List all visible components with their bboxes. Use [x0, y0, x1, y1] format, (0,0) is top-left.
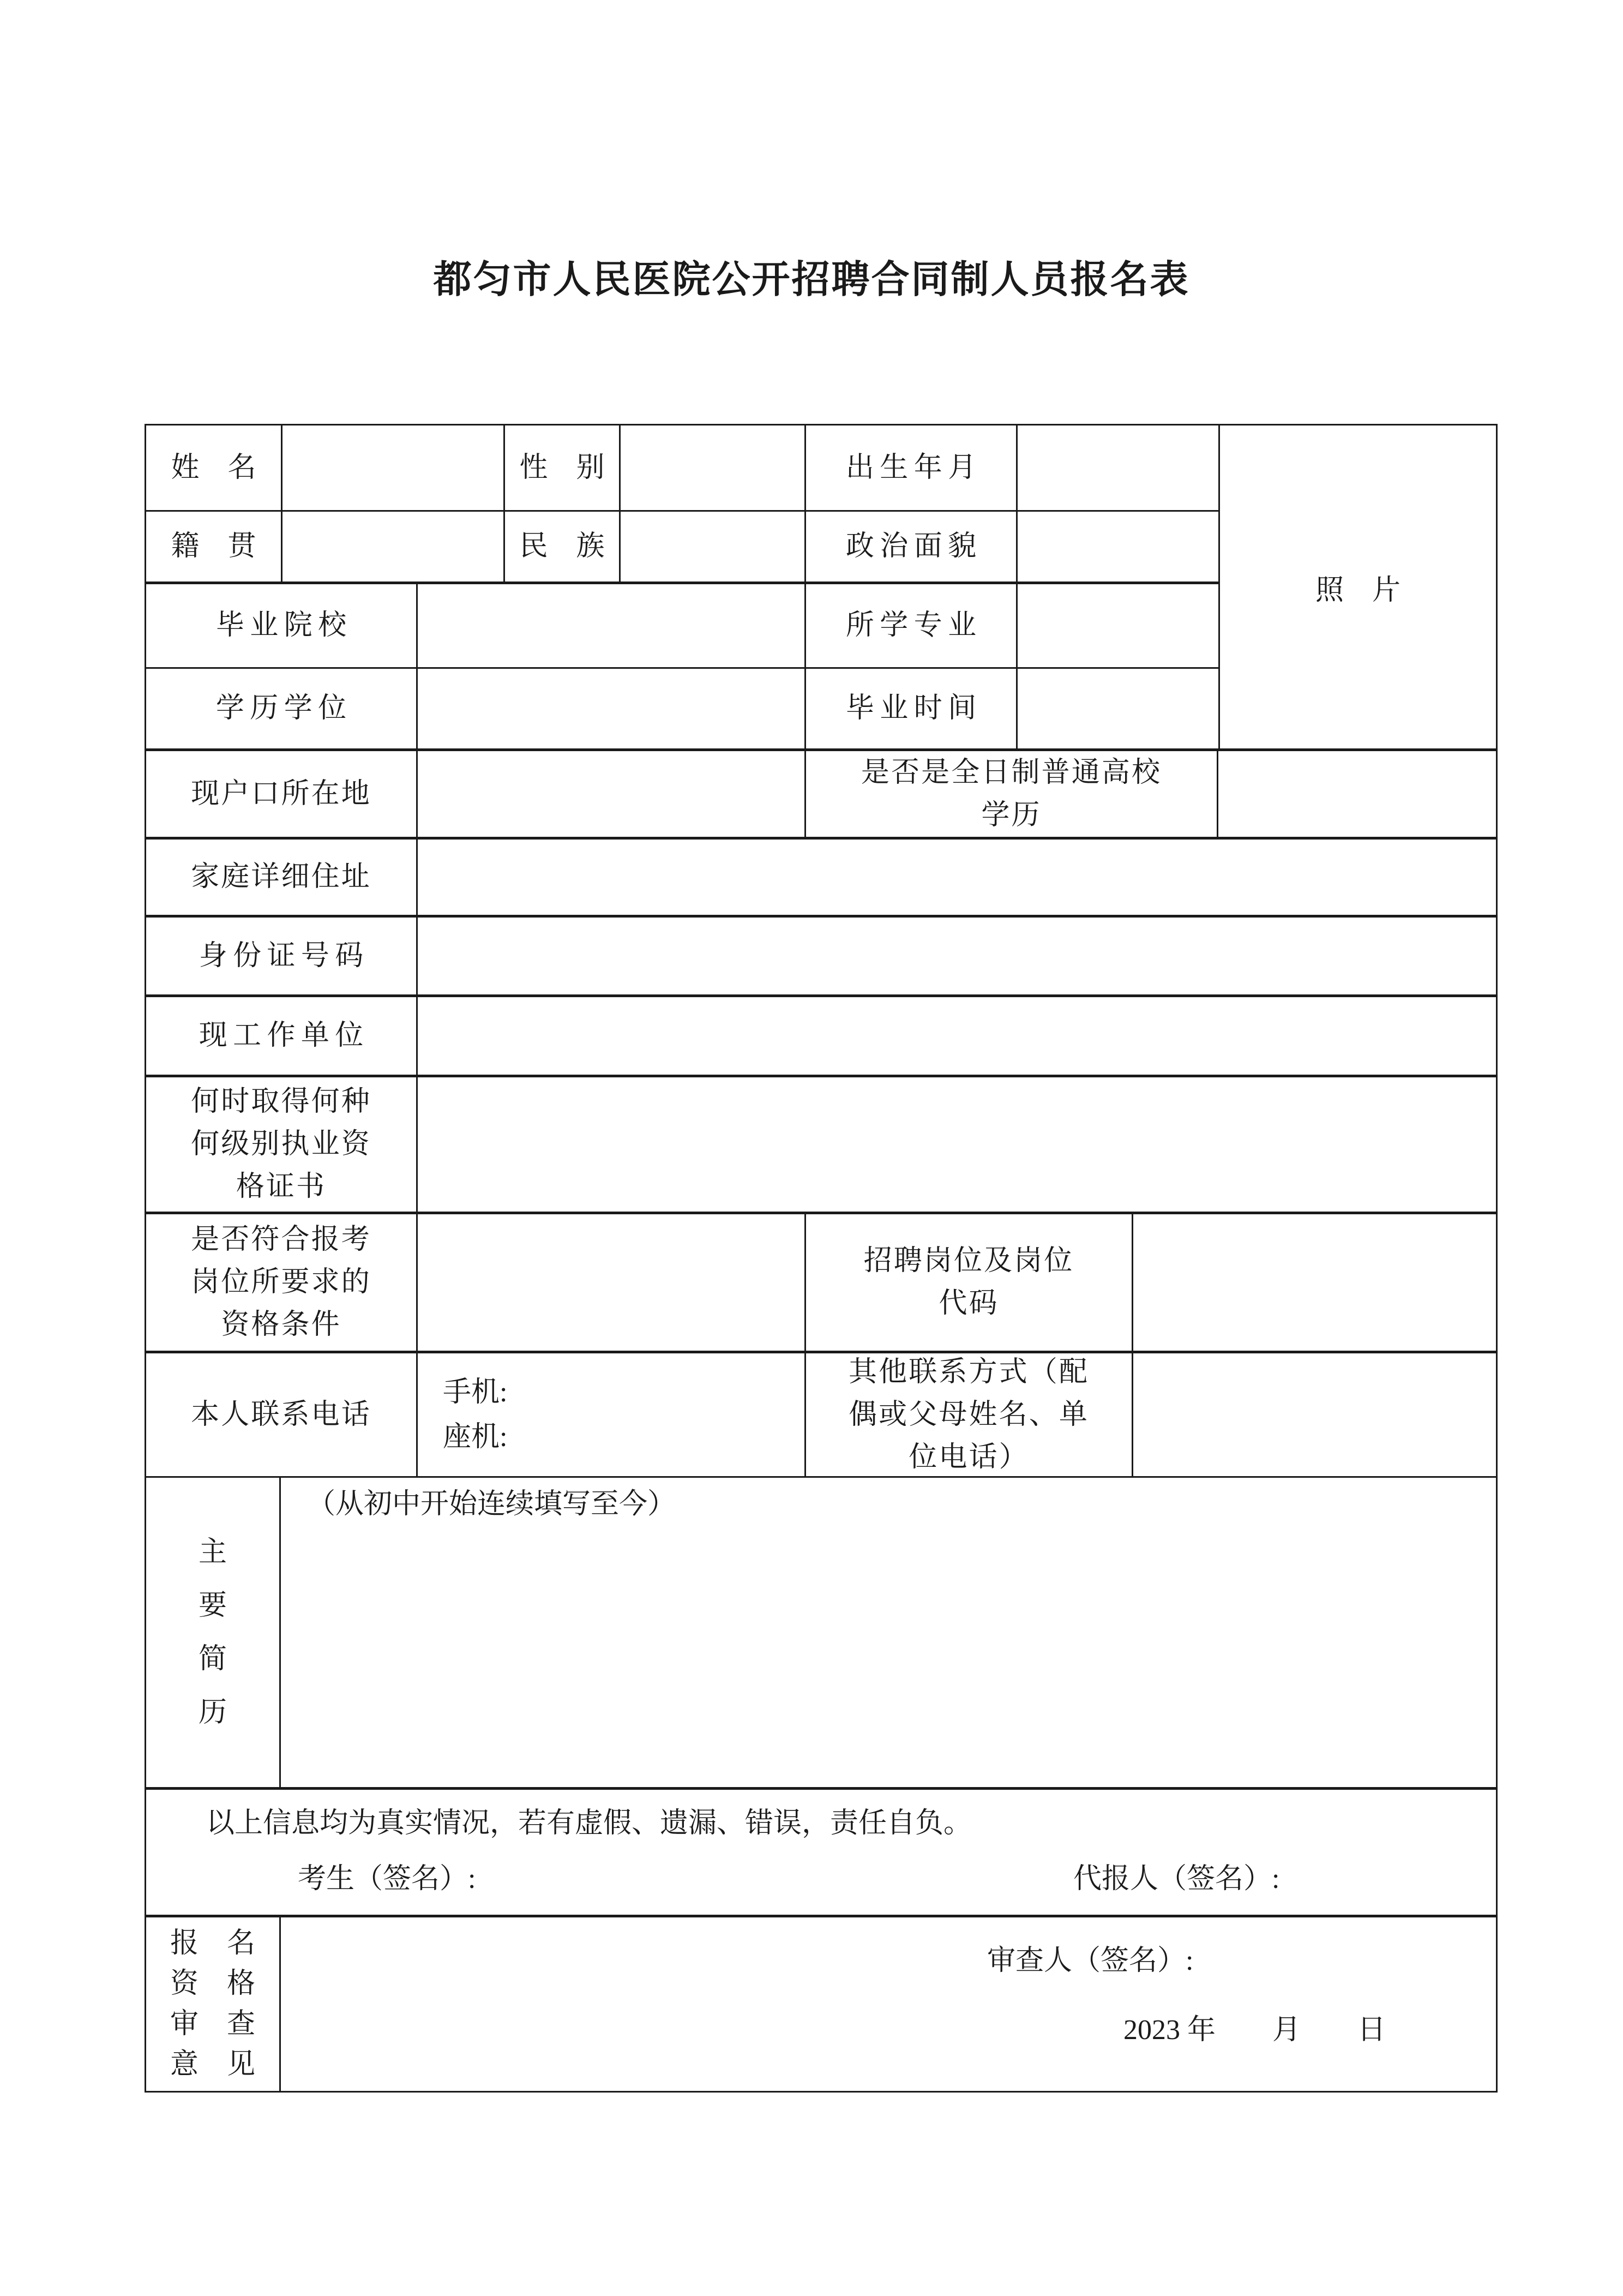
resume-field[interactable]: [281, 1478, 1496, 1787]
degree-label: 学历学位: [146, 669, 418, 748]
hukou-label: 现户口所在地: [146, 751, 418, 837]
application-form-table: [145, 424, 1498, 2093]
graduation-time-field[interactable]: [1018, 669, 1218, 748]
reviewer-signature-label: 审查人（签名）:: [987, 1945, 1194, 1976]
row-declaration: [146, 1790, 1496, 1917]
row-resume: [146, 1478, 1496, 1790]
row-employer: [146, 997, 1496, 1077]
photo-field[interactable]: [1218, 425, 1496, 751]
resume-note: （从初中开始连续填写至今）: [307, 1489, 676, 1520]
row-qualification-cert: [146, 1077, 1496, 1214]
major-field[interactable]: [1018, 584, 1218, 667]
political-status-label: 政治面貌: [806, 512, 1018, 582]
photo-label: 照 片: [1315, 574, 1400, 606]
graduate-school-field[interactable]: [418, 584, 806, 667]
gender-field[interactable]: [621, 425, 806, 510]
graduate-school-label: 毕业院校: [146, 584, 418, 667]
id-number-field[interactable]: [418, 918, 1496, 994]
qualification-cert-field[interactable]: [418, 1077, 1496, 1212]
row-eligibility: [146, 1214, 1496, 1353]
declaration-statement: 以上信息均为真实情况，若有虚假、遗漏、错误，责任自负。: [206, 1808, 972, 1839]
other-contact-field[interactable]: [1133, 1353, 1496, 1476]
gender-label: 性 别: [505, 425, 621, 510]
job-position-field[interactable]: [1133, 1214, 1496, 1351]
eligibility-label: 是否符合报考 岗位所要求的 资格条件: [146, 1214, 418, 1351]
name-label: 姓 名: [146, 425, 282, 510]
home-address-field[interactable]: [418, 840, 1496, 915]
home-address-label: 家庭详细住址: [146, 840, 418, 915]
birth-date-field[interactable]: [1018, 425, 1218, 510]
mobile-label: 手机:: [443, 1376, 508, 1408]
current-employer-label: 现工作单位: [146, 997, 418, 1075]
current-employer-field[interactable]: [418, 997, 1496, 1075]
name-field[interactable]: [282, 425, 505, 510]
agent-signature-label: 代报人（签名）:: [1073, 1863, 1280, 1895]
phone-numbers-field[interactable]: [418, 1353, 806, 1476]
review-opinion-label: 报 名 资 格 审 查 意 见: [146, 1917, 281, 2091]
eligibility-field[interactable]: [418, 1214, 806, 1351]
graduation-time-label: 毕业时间: [806, 669, 1018, 748]
ethnicity-field[interactable]: [621, 512, 806, 582]
ethnicity-label: 民 族: [505, 512, 621, 582]
major-label: 所学专业: [806, 584, 1018, 667]
review-date-line: 2023 年 月 日: [1123, 2015, 1386, 2046]
other-contact-label: 其他联系方式（配 偶或父母姓名、单 位电话）: [806, 1353, 1133, 1476]
landline-label: 座机:: [443, 1421, 508, 1453]
job-position-label: 招聘岗位及岗位 代码: [806, 1214, 1133, 1351]
row-phone: [146, 1353, 1496, 1478]
fulltime-education-label: 是否是全日制普通高校 学历: [806, 751, 1218, 837]
resume-label: 主 要 简 历: [146, 1478, 281, 1787]
candidate-signature-label: 考生（签名）:: [298, 1863, 476, 1895]
row-review-opinion: [146, 1917, 1496, 2091]
row-id-number: [146, 918, 1496, 997]
native-place-field[interactable]: [282, 512, 505, 582]
fulltime-education-field[interactable]: [1218, 751, 1496, 837]
hukou-field[interactable]: [418, 751, 806, 837]
row-hukou: [146, 751, 1496, 840]
id-number-label: 身份证号码: [146, 918, 418, 994]
form-title: 都匀市人民医院公开招聘合同制人员报名表: [433, 259, 1190, 301]
degree-field[interactable]: [418, 669, 806, 748]
row-address: [146, 840, 1496, 918]
birth-date-label: 出生年月: [806, 425, 1018, 510]
political-status-field[interactable]: [1018, 512, 1218, 582]
review-opinion-field[interactable]: [281, 1917, 1496, 2091]
qualification-cert-label: 何时取得何种 何级别执业资 格证书: [146, 1077, 418, 1212]
native-place-label: 籍 贯: [146, 512, 282, 582]
phone-label: 本人联系电话: [146, 1353, 418, 1476]
